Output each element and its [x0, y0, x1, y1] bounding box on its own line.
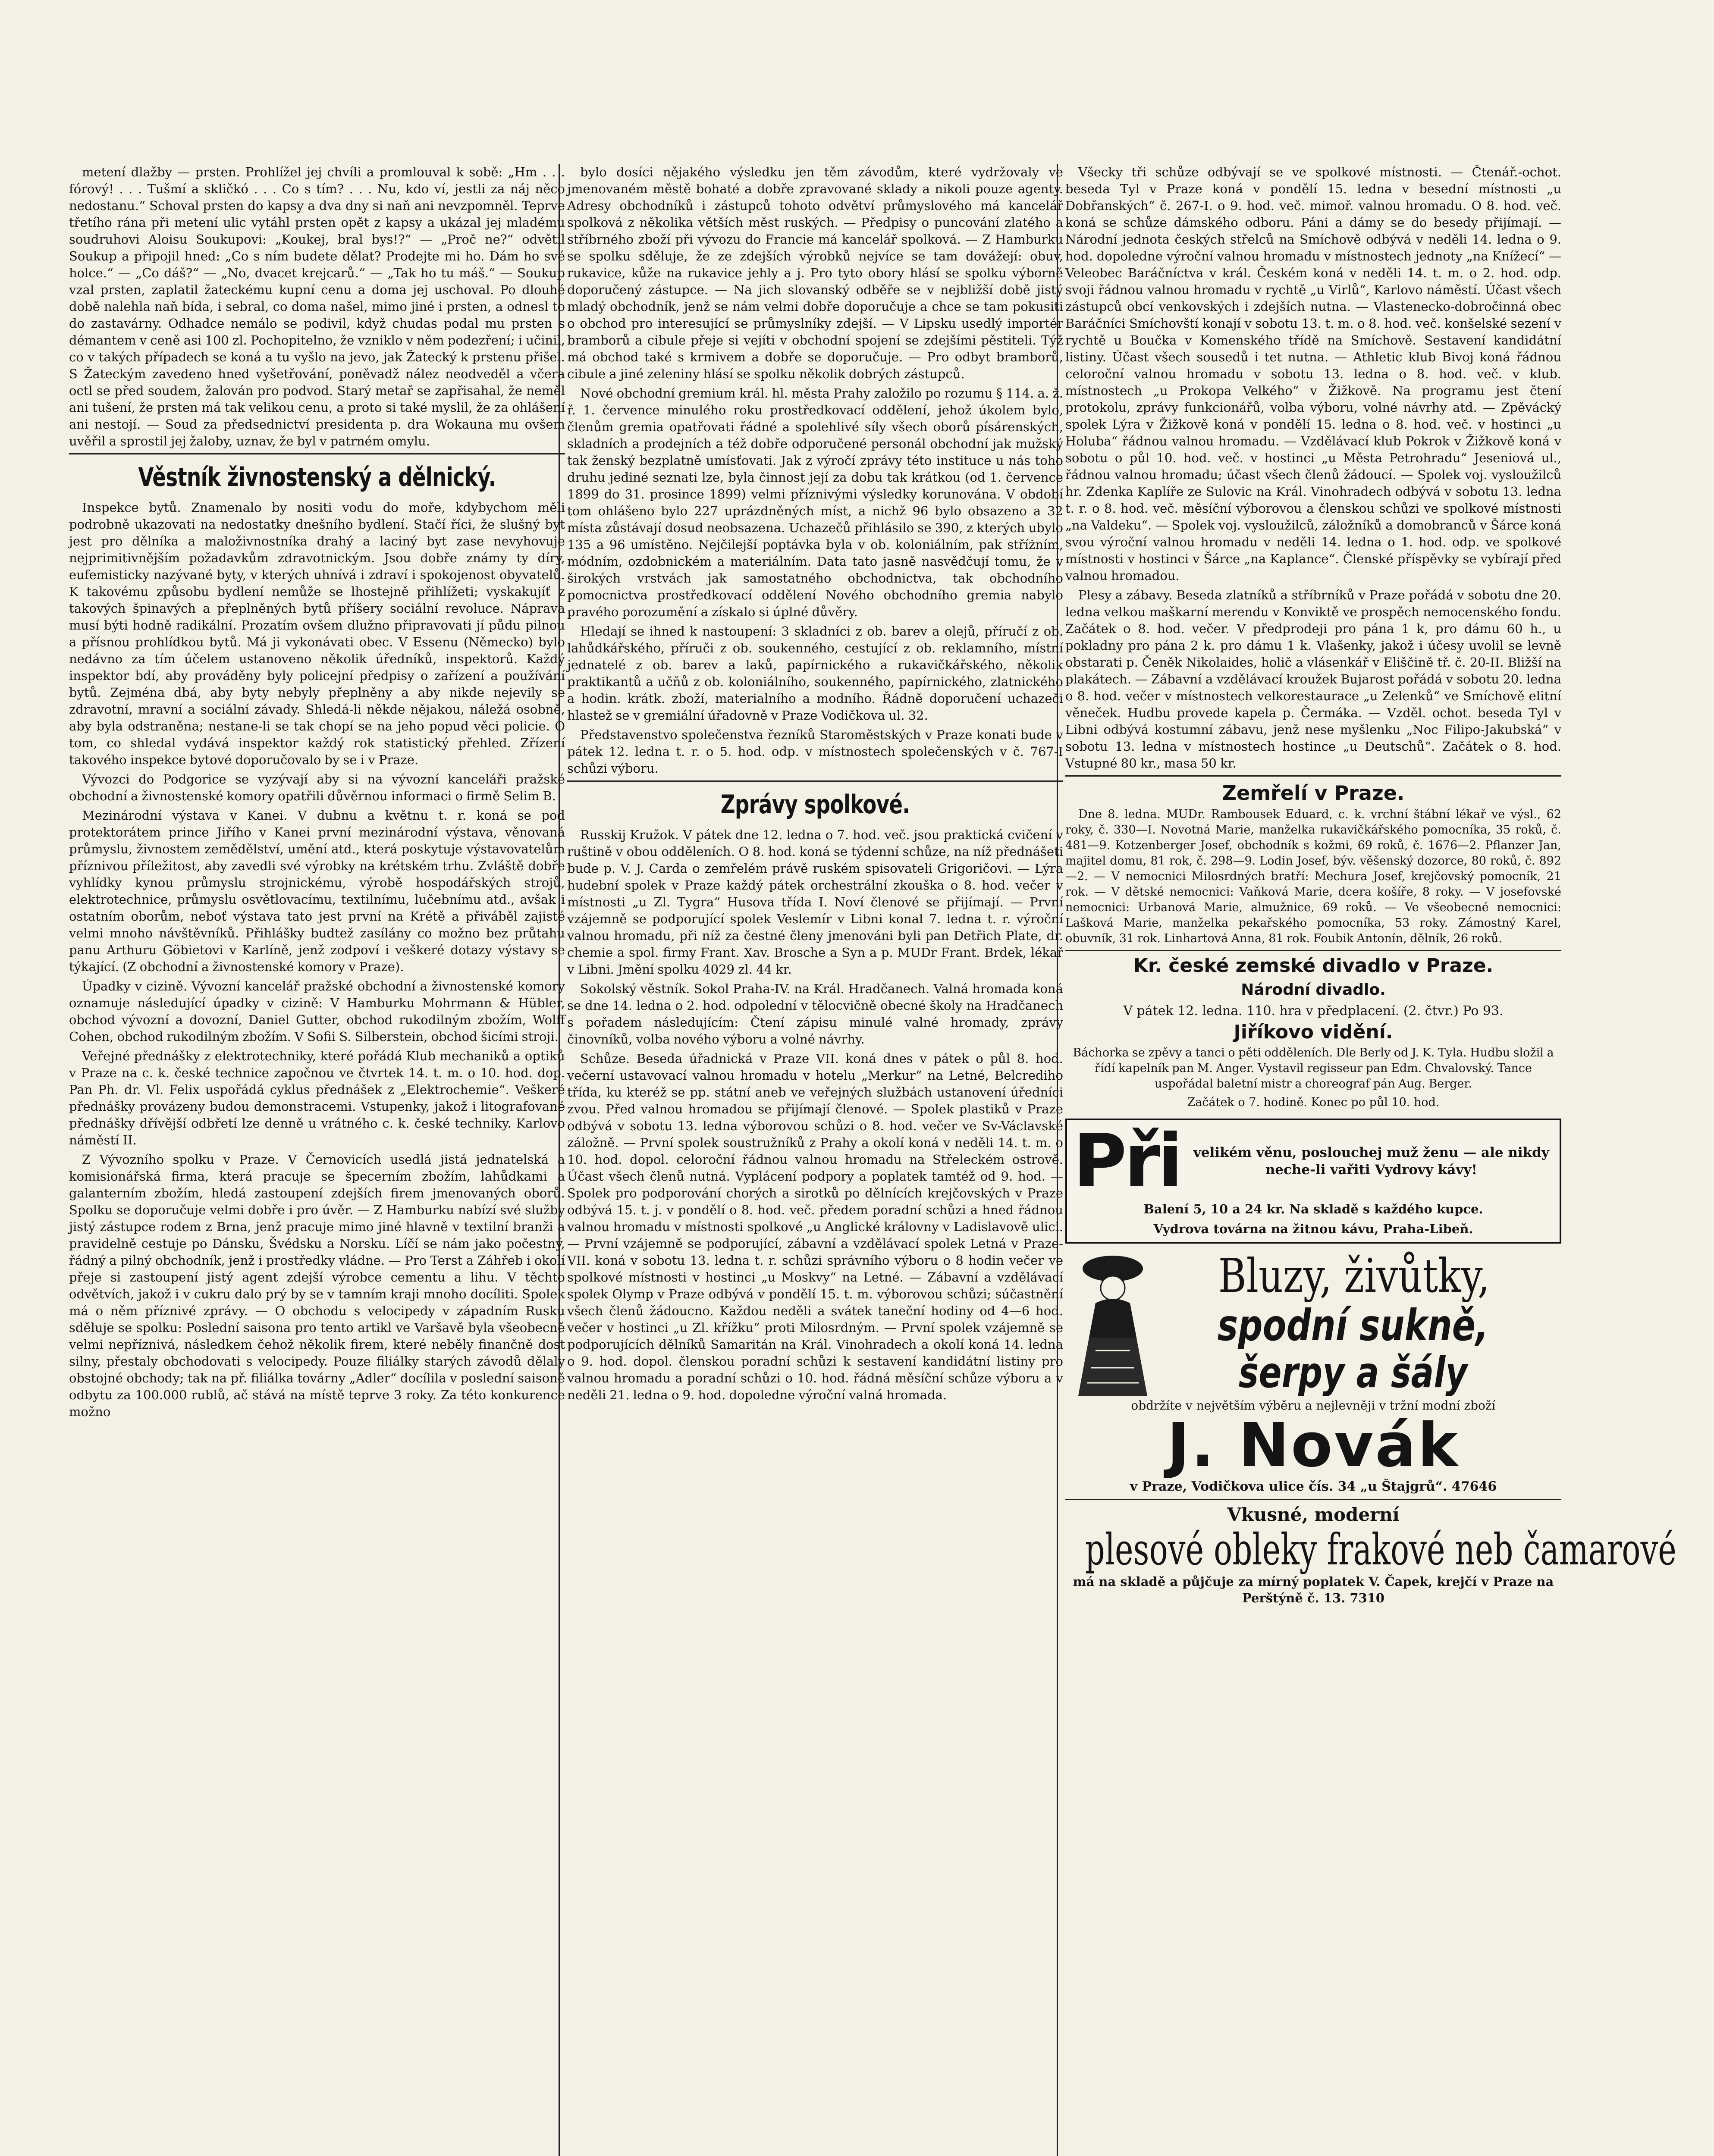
- article-text: Představenstvo společenstva řezníků Staroměstských v Praze konati bude v pátek 12. ledna t. r. o 5. hod. odp. v místnostech společenských v č. 767-I schůzi výboru.: [567, 727, 1063, 776]
- article-text: Nové obchodní gremium král. hl. města Prahy založilo po rozumu § 114. a. ž. ř. 1. července minulého roku prostředkovací oddělení, jehož úkolem bylo, členům gremia opatřovati řádné a spolehlivé síly všech oborů písárenských, skladních a prodejních a též dobře odporučené personál obchodní jak mužský tak ženský bezplatně umísťovati. Jak z výročí zprávy této instituce u nás toho druhu jediné seznati lze, byla činnost její za dobu tak krátkou (od 1. července 1899 do 31. prosince 1899) velmi příznivými výsledky korunována. V období tom ohlášeno bylo 227 uprázdněných míst, a nichž 96 bylo obsazeno a 32 místa zůstávají dosud neobsazena. Uchazečů přihlásilo se 390, z kterých ubylo 135 a 96 umístěno. Nejčilejší poptávka byla v ob. koloniálním, pak stříżním, módním, ozdobnickém a materiálním. Data tato jasně nasvědčují tomu, že v širokých vrstvách jak samostatného obchodnictva, tak obchodního pomocnictva prostředkovací oddělení Nového obchodního gremia nabylo pravého porozumění a získalo si úplné důvěry.: [567, 386, 1063, 619]
- article-text: Schůze. Beseda úřadnická v Praze VII. koná dnes v pátek o půl 8. hod. večerní ustavovací valnou hromadu v hotelu „Merkur“ na Letné, Belcrediho třída, ku kteréž se pp. státní aneb ve veřejných službách ustanovení úředníci zvou. Před valnou hromadou se přijímají členové. — Spolek plastiků v Praze odbývá v sobotu 13. ledna výborovou schůzi o 8. hod. večer ve Sv-Václavské záložně. — První spolek soustružníků z Prahy a okolí koná v neděli 14. t. m. o 10. hod. dopol. celoroční řádnou valnou hromadu na Střeleckém ostrově. Účast všech členů nutná. Vyplácení podpory a poplatek tamtéž od 9. hod. — Spolek pro podporování chorých a sirotků po dělnících krejčovských v Praze odbývá 15. t. j. v pondělí o 8. hod. več. předem poradní schůzi a hned řádnou valnou hromadu v místnosti spolkové „u Anglické královny v Ladislavově ulici. — První vzájemně se podporující, zábavní a vzdělávací spolek Letná v Praze-VII. koná v sobotu 13. ledna t. r. schůzi správního výboru o 8 hodin večer ve spolkové místnosti v hostinci „u Moskvy“ na Letné. — Zábavní a vzdělávací spolek Olymp v Praze odbývá v pondělí 15. t. m. výborovou schůzi; súčastnění všech členů žádoucno. Každou neděli a svátek taneční hodiny od 4—6 hod. večer v hostinci „u Zl. křížku“ proti Milosrdným. — První spolek vzájemně se podporujících dělníků Samaritán na Král. Vinohradech a okolí koná 14. ledna o 9. hod. dopol. členskou poradní schůzi k sestavení kandidátní listiny pro valnou hromadu a poradní schůzi o 10. hod. řádná měsíční schůze výboru a v neděli 21. ledna o 9. hod. dopoledne výroční valná hromada.: [567, 1051, 1063, 1402]
- article-text: Veřejné přednášky z elektrotechniky, které pořádá Klub mechaniků a optiků v Praze na c. k. české technice započnou ve čtvrtek 14. t. m. o 10. hod. dop. Pan Ph. dr. Vl. Felix uspořádá cyklus přednášek z „Elektrochemie“. Veškeré přednášky provázeny budou demonstracemi. Vstupenky, jakož i litografované přednášky dřívější odbřetí lze denně u vrátného c. k. české techniky. Karlovo náměstí II.: [69, 1049, 565, 1147]
- ad-bottom-headline: plesové obleky frakové neb čamarové: [1085, 1524, 1676, 1575]
- divider: [567, 780, 1063, 782]
- article-text: Úpadky v cizině. Vývozní kancelář pražské obchodní a živnostenské komory oznamuje následující úpadky v cizině: V Hamburku Mohrmann & Hübler, obchod vývozní a dovozní, Daniel Gutter, obchod rukodilným zbožím, Wolff Cohen, obchod rukodilným zbožím. V Sofii S. Silberstein, obchod šicími stroji.: [69, 979, 565, 1044]
- article-text: Inspekce bytů. Znamenalo by nositi vodu do moře, kdybychom měli podrobně ukazovati na nedostatky dnešního bydlení. Stačí říci, že slušný byt jest pro dělníka a maloživnostníka drahý a laciný byt zase nevyhovuje nejprimitivnějším požadavkům zdravotnickým. Jsou dobře známy ty díry, eufemisticky nazývané byty, v kterých uhnívá i zdraví i spokojenost obyvatelů. K takovému způsobu bydlení nemůže se lhostejně přihlížeti; vyskakujíť z takových špinavých a přeplněných bytů příšery sociální revoluce. Náprava musí býti hodně radikální. Prozatím ovšem dlužno připravovati jí půdu pilnou a přísnou prohlídkou bytů. Má ji vykonávati obec. V Essenu (Německo) bylo nedávno za tím účelem ustanoveno několik úředníků, inspektorů. Každý inspektor bdí, aby prováděny byly policejní předpisy o zařízení a používání bytů. Zejména dbá, aby byty nebyly přeplněny a aby nikde nejevily se zdravotní, mravní a sociální závady. Shledá-li někde nějakou, náležá osobně, aby byla odstraněna; nestane-li se tak chopí se na jeho popud věci policie. O tom, co shledal vydává inspektor každý rok statistický přehled. Zřízení takového inspekce bytové doporučovalo by se i v Praze.: [69, 500, 565, 767]
- deaths-heading: Zemřelí v Praze.: [1222, 781, 1405, 805]
- theatre-subheading: Národní divadlo.: [1241, 981, 1386, 999]
- article-text: Sokolský věstník. Sokol Praha-IV. na Král. Hradčanech. Valná hromada koná se dne 14. ledna o 2. hod. odpolední v tělocvičně obecné školy na Hradčanech s pořadem následujícím: Čtení zápisu minulé valné hromady, zprávy činovníků, volba nového výboru a volné návrhy.: [567, 981, 1063, 1047]
- theatre-heading: Kr. české zemské divadlo v Praze.: [1133, 955, 1494, 977]
- merchant-name: J. Novák: [1167, 1410, 1460, 1481]
- theatre-date: V pátek 12. ledna. 110. hra v předplacení. (2. čtvr.) Po 93.: [1123, 1003, 1504, 1018]
- divider: [1065, 950, 1561, 951]
- ad-big-word: Při: [1073, 1119, 1180, 1204]
- play-times: Začátek o 7. hodině. Konec po půl 10. hod.: [1187, 1096, 1440, 1109]
- ad-headline: šerpy a šály: [1238, 1348, 1468, 1398]
- ad-tag: Vkusné, moderní: [1227, 1504, 1400, 1525]
- article-text: metení dlažby — prsten. Prohlížel jej chvíli a promlouval k sobě: „Hm . . . fórový! . . . Tušmí a skličkó . . . Co s tím? . . . Nu, kdo ví, jestli za náj něco nedostanu.“ Schoval prsten do kapsy a dva dny si naň ani nevzpomněl. Teprve třetího rána při metení ulic vytáhl prsten opět z kapsy a ukázal jej mladému soudruhovi Aloisu Soukupovi: „Koukej, bral bys!?“ — „Proč ne?“ odvětil Soukup a připojil hned: „Co s ním budete dělat? Prodejte mi ho. Dám ho své holce.“ — „Co dáš?“ — „No, dvacet krejcarů.“ — „Tak ho tu máš.“ — Soukup vzal prsten, zaplatil žateckému kupní cenu a doma jej uschoval. Po dlouhé době nalehla naň bída, i sebral, co doma našel, mimo jiné i prsten, a odnesl to do zastavárny. Odhadce nemálo se podivil, když chudas podal mu prsten s démantem v ceně asi 100 zl. Pochopitelno, že vzniklo v něm podezření; i učinil, co v takých případech se koná a tu vyšlo na jevo, jak Žatecký k prstenu přišel. S Žateckým zavedeno hned vyšetřování, poněvadž nález neodveděl a včera octl se před soudem, žalován pro podvod. Starý metař se zapřisahal, že neměl ani tušení, že prsten má tak velikou cenu, a proto si také myslil, že za ohlášení ani nestojí. — Soud za předsednictví presidenta p. dra Wokauna mu ovšem uvěřil a sprostil jej žaloby, uznav, že byl v patrném omylu.: [69, 165, 565, 448]
- column-2: [567, 164, 1063, 2156]
- ad-tail-text: má na skladě a půjčuje za mírný poplatek V. Čapek, krejčí v Praze na Perštýně č. 13. 7310: [1073, 1574, 1554, 1605]
- ad-slogan: velikém věnu, poslouchej muž ženu — ale nikdy neche-li vařiti Vydrovy kávy!: [1193, 1145, 1549, 1178]
- ad-footer: Balení 5, 10 a 24 kr. Na skladě s každého kupce.: [1143, 1202, 1483, 1216]
- column-1: [69, 164, 565, 2156]
- section-heading: Zprávy spolkové.: [720, 790, 910, 820]
- play-title: Jiříkovo vidění.: [1234, 1021, 1393, 1043]
- coffee-advertisement: [1065, 1119, 1561, 1244]
- section-heading: Věstník živnostenský a dělnický.: [138, 462, 496, 492]
- divider: [1065, 1499, 1561, 1500]
- merchant-address: v Praze, Vodičkova ulice čís. 34 „u Štajgrů“. 47646: [1130, 1479, 1497, 1494]
- ad-headline: spodní sukně,: [1217, 1300, 1489, 1351]
- divider: [1065, 775, 1561, 777]
- play-description: Báchorka se zpěvy a tanci o pěti odděleních. Dle Berly od J. K. Tyla. Hudbu složil a řídí kapelník pan M. Anger. Vystavil regisseur pan Edm. Chvalovský. Tance uspořádal baletní mistr a choreograf pán Aug. Berger.: [1073, 1046, 1554, 1091]
- article-text: bylo dosíci nějakého výsledku jen těm závodům, které vydržovaly ve jmenovaném městě bohaté a dobře zpravované sklady a nikoli pouze agenty. Adresy obchodníků i zástupců tohoto odvětví průmyslového má kancelář spolková z několika větších měst ruských. — Předpisy o puncování zlatého a stříbrného zboží při vývozu do Francie má kancelář spolková. — Z Hamburku se spolku sděluje, že ze zdejších výrobků nejvíce se tam dovážejí: obuv, rukavice, kůže na rukavice jehly a j. Pro tyto obory hlásí se spolku výborně doporučený zástupce. — Na jich slovanský odběře se v nejbližší době jistý mladý obchodník, jenž se nám velmi dobře doporučuje a chce se tam pokusiti o obchod pro interesující se průmyslníky zdejší. — V Lipsku usedlý importér bramborů a cibule přeje si vejíti v obchodní spojení se zdejšími pěstiteli. Týž má obchod také s krmivem a dobře se doporučuje. — Pro odbyt bramborů, cibule a jiné zeleniny hlásí se spolku několik dobrých zástupců.: [567, 165, 1063, 381]
- article-text: Vývozci do Podgorice se vyzývají aby si na vývozní kanceláři pražské obchodní a živnostenské komory opatřili důvěrnou informaci o firmě Selim B.: [69, 772, 565, 803]
- article-text: Mezinárodní výstava v Kanei. V dubnu a květnu t. r. koná se pod protektorátem prince Jiřího v Kanei první mezinárodní výstava, věnovaná průmyslu, živnostem zemědělství, umění atd., která poskytuje výstavovatelům příznivou příležitost, aby zavedli své výrobky na krétském trhu. Zvláště dobře vyhlídky kynou průmyslu strojnickému, výrobě hospodářských strojů, elektrotechnice, průmyslu osvětlovacímu, textilnímu, lučebnímu atd., avšak i ostatním oborům, neboť výstava tato jest první na Krétě a přiváběl zajisté velmi mnoho návštěvníků. Přihlášky budtež zasílány co možno bez průtahu panu Arthuru Göbietovi v Karlíně, jenž zodpoví i veškeré dotazy výstavy se týkající. (Z obchodní a živnostenské komory v Praze).: [69, 808, 565, 974]
- article-text: Plesy a zábavy. Beseda zlatníků a stříbrníků v Praze pořádá v sobotu dne 20. ledna velkou maškarní merendu v Konviktě ve prospěch nemocenského fondu. Začátek o 8. hod. večer. V předprodeji pro pána 1 k, pro dámu 60 h., u pokladny pro pána 2 k. pro dámu 1 k. Vlašenky, jakož i účesy uvolil se levně obstarati p. Čeněk Nikolaides, holič a vlásenkář v Eliščině tř. č. 20-II. Bližší na plakátech. — Zábavní a vzdělávací kroužek Bujarost pořádá v sobotu 20. ledna o 8. hod. večer v místnostech velkorestaurace „u Zelenků“ ve Smíchově elitní věneček. Hudbu provede kapela p. Čermáka. — Vzděl. ochot. beseda Tyl v Libni odbývá kostumní zábavu, jenž nese myšlenku „Noc Filipo-Jakubská“ v sobotu 13. ledna v místnostech hostince „u Deutschů“. Začátek o 8. hod. Vstupné 80 kr., masa 50 kr.: [1065, 588, 1561, 771]
- column-3: [1065, 164, 1676, 2156]
- article-text: Russkij Kružok. V pátek dne 12. ledna o 7. hod. več. jsou praktická cvičení v ruštině v obou odděleních. O 8. hod. koná se týdenní schůze, na níž přednášeti bude p. V. J. Carda o zemřelém právě ruském spisovateli Grigoričovi. — Lýra hudební spolek v Praze každý pátek orchestrální zkouška o 8. hod. večer v místnosti „u Zl. Tygra“ Husova třída I. Noví členové se přijímají. — První vzájemně se podporující spolek Veslemír v Libni konal 7. ledna t. r. výroční valnou hromadu, při níž za čestné členy jmenováni byli pan Detřich Plate, dr. chemie a spol. firmy Frant. Xav. Brosche a Syn a p. MUDr Frant. Brdek, lékař v Libni. Jmění spolku 4029 zl. 44 kr.: [567, 827, 1063, 977]
- deaths-list: Dne 8. ledna. MUDr. Rambousek Eduard, c. k. vrchní štábní lékař ve výsl., 62 roky, č. 330—I. Novotná Marie, manželka rukavičkářského pomocníka, 35 roků, č. 481—9. Kotzenberger Josef, obchodník s kožmi, 69 roků, č. 1676—2. Pflanzer Jan, majitel domu, 81 rok, č. 298—9. Lodin Josef, býv. věšenský dozorce, 80 roků, č. 892—2. — V nemocnici Milosrdných bratří: Mechura Josef, krejčovský pomocník, 21 rok. — V dětské nemocnici: Vaňková Marie, dcera košíře, 8 roky. — V josefovské nemocnici: Urbanová Marie, almužnice, 69 roků. — Ve všeobecné nemocnici: Lašková Marie, manželka pekařského pomocníka, 53 roky. Zámostný Karel, obuvník, 31 rok. Linhartová Anna, 81 rok. Foubik Antonín, dělník, 26 roků.: [1065, 808, 1561, 945]
- ad-footer: Vydrova továrna na žitnou kávu, Praha-Libeň.: [1153, 1222, 1473, 1236]
- article-text: Hledají se ihned k nastoupení: 3 skladníci z ob. barev a olejů, příručí z ob. lahůdkářského, příruči z ob. soukenného, cestující z ob. reklamního, místní jednatelé z ob. barev a laků, papírnického a rukavičkářského, několik praktikantů a učňů z ob. koloniálního, soukenného, papírnického, zlatnického a hodin. krátk. zboží, materialního a modního. Řádně doporučení uchazeči hlastež se v gremiální úřadovně v Praze Vodičkova ul. 32.: [567, 624, 1063, 723]
- article-text: Všecky tři schůze odbývají se ve spolkové místnosti. — Čtenář.-ochot. beseda Tyl v Praze koná v pondělí 15. ledna v besední místnosti „u Dobřanských“ č. 267-I. o 9. hod. več. mimoř. valnou hromadu. O 8. hod. več. koná se schůze dámského odboru. Páni a dámy se do besedy přijímají. — Národní jednota českých střelců na Smíchově odbývá v neděli 14. ledna o 9. hod. dopoledne výroční valnou hromadu v místnostech jednoty „na Knížecí“ — Veleobec Baráčníctva v král. Českém koná v neděli 14. t. m. o 2. hod. odp. svoji řádnou valnou hromadu v rychtě „u Virlů“, Karlovo náměstí. Účast všech zástupců obcí venkovských i zdejších nutna. — Vlastenecko-dobročinná obec Baráčníci Smíchovští konají v sobotu 13. t. m. o 8. hod. več. konšelské sezení v rychtě u Boučka v Komenského třídě na Smíchově. Sestavení kandidátní listiny. Účast všech sousedů i tet nutna. — Athletic klub Bivoj koná řádnou celoroční valnou hromadu v sobotu 13. ledna o 8. hod. več. v klub. místnostech „u Prokopa Velkého“ v Žižkově. Na programu jest čtení protokolu, zprávy funkcionářů, volba výboru, volné návrhy atd. — Zpěvácký spolek Lýra v Žižkově koná v pondělí 15. ledna o 8. hod. več. v hostinci „u Holuba“ řádnou valnou hromadu. — Vzdělávací klub Pokrok v Žižkově koná v sobotu o půl 10. hod. več. v hostinci „u Města Petrohradu“ Jeseniová ul., řádnou valnou hromadu; účast všech členů žádoucí. — Spolek voj. vysloužilců hr. Zdenka Kaplíře ze Sulovic na Král. Vinohradech odbývá v sobotu 13. ledna t. r. o 8. hod. več. měsíční výborovou a členskou schůzi ve spolkové místnosti „na Valdeku“. — Spolek voj. vysloužilců, záložníků a domobranců v Šárce koná svou výroční valnou hromadu v neděli 14. ledna o 1. hod. odp. ve spolkové místnosti v hostinci v Šárce „na Kaplance“. Členské příspěvky se vybírají před valnou hromadou.: [1065, 165, 1561, 583]
- article-text: Z Vývozního spolku v Praze. V Černovicích usedlá jistá jednatelská a komisionářská firma, která pracuje se špecerním zbožím, lahůdkami a galanterním zbožím, hledá zastoupení zdejších firem jmenovaných oborů. Spolku se doporučuje velmi dobře i pro úvěr. — Z Hamburku nabízí své služby jistý zástupce rodem z Brna, jenž pracuje mimo jiné hlavně v textilní branži a pravidelně cestuje po Dánsku, Švédsku a Norsku. Líčí se nám jako počestný, řádný a pilný obchodník, jenž i prostředky vládne. — Pro Terst a Záhřeb i okolí přeje si zastoupení jistý agent zdejší výrobce cementu a lihu. V těchto odvětvích, jakož i v cukru dalo prý by se v tamním kraji mnoho docíliti. Spolek má o něm příznivé zprávy. — O obchodu s velocipedy v západním Rusku sděluje se spolku: Poslední saisona pro tento artikl ve Varšavě byla všeobecně velmi nepříznivá, následkem čehož několik firem, které neběly finančně dost silny, přestaly obchodovati s velocipedy. Pouze filiálky starých závodů dělaly obstojné obchody; tak na př. filiálka továrny „Adler“ docílila v poslední saisoně odbytu za 100.000 rublů, ač stává na místě teprve 3 roky. Za této konkurence možno: [69, 1152, 565, 1419]
- fashion-advertisement: [1065, 1249, 1676, 1606]
- ad-tagline: obdržíte v největším výběru a nejlevněji v tržní modní zboží: [1131, 1398, 1496, 1413]
- divider: [69, 453, 565, 454]
- ad-headline: Bluzy, živůtky,: [1218, 1249, 1490, 1303]
